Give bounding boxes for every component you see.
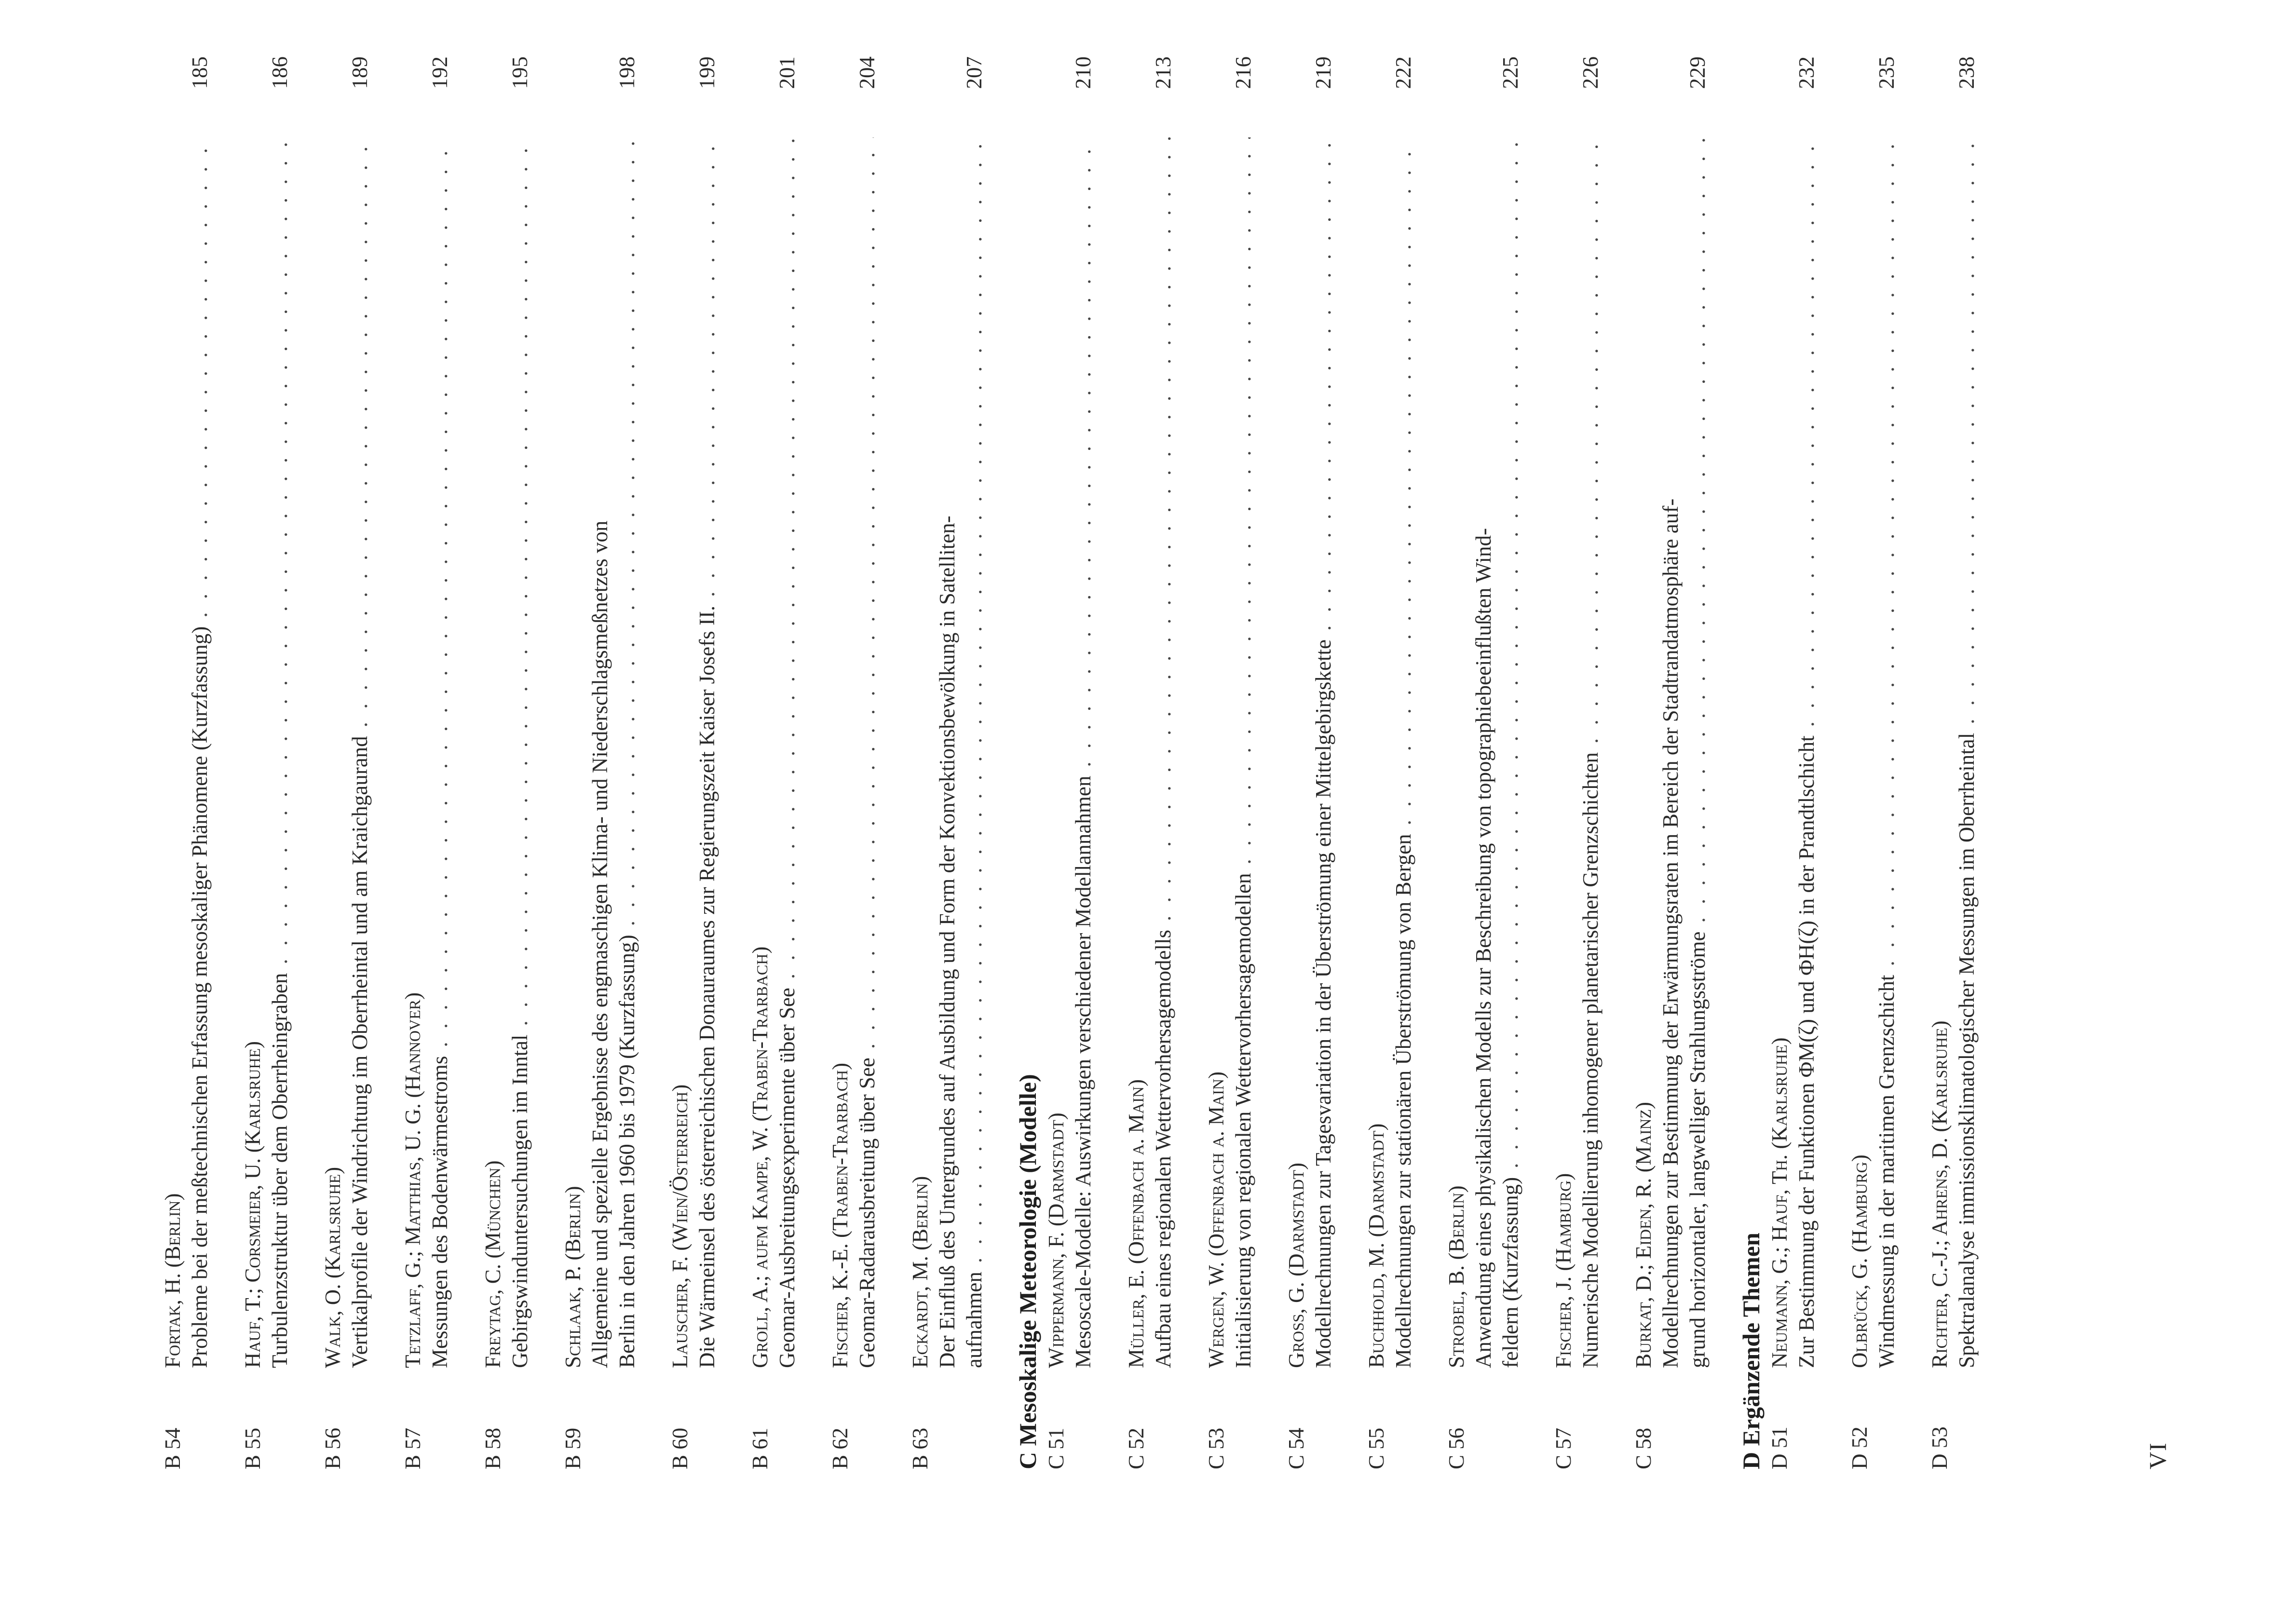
dot-leader: [693, 137, 720, 597]
entry-page-number: 232: [1794, 56, 1819, 89]
toc-entry: [666, 56, 720, 1469]
dot-leader: [1390, 137, 1417, 825]
entry-authors: Wippermann, F. (Darmstadt): [1044, 1112, 1068, 1368]
entry-authors: Fortak, H. (Berlin): [161, 1193, 185, 1368]
toc-entry: [1043, 56, 1097, 1469]
entry-code: C 56: [1444, 1427, 1468, 1469]
entry-title: Aufbau eines regionalen Wettervorhersagemodells: [1151, 930, 1175, 1368]
entry-code: C 54: [1284, 1427, 1308, 1469]
dot-leader: [961, 137, 988, 1263]
toc-entry: [319, 56, 373, 1469]
entry-page-number: 213: [1151, 56, 1175, 89]
page-folio: VI: [2144, 1442, 2171, 1469]
section-heading: C Mesoskalige Meteorologie (Modelle): [1014, 1074, 1041, 1469]
entry-authors: Buchhold, M. (Darmstadt): [1364, 1123, 1388, 1368]
entry-code: B 54: [161, 1427, 185, 1469]
entry-code: C 57: [1551, 1427, 1576, 1469]
entry-page-number: 204: [855, 56, 879, 89]
entry-code: D 52: [1848, 1426, 1872, 1469]
entry-code: C 52: [1124, 1427, 1148, 1469]
dot-leader: [506, 137, 533, 1026]
entry-authors: Fischer, J. (Hamburg): [1551, 1173, 1576, 1368]
entry-title: Modellrechnungen zur Tagesvariation in der Überströmung einer Mittelgebirgskette: [1311, 639, 1335, 1368]
entry-title: Der Einfluß des Untergrundes auf Ausbildung und Form der Konvektionsbewölkung in Satelliten-: [935, 515, 959, 1368]
toc-entry: [1443, 56, 1524, 1469]
entry-code: B 59: [561, 1427, 585, 1469]
entry-authors: Hauf, T.; Corsmeier, U. (Karlsruhe): [241, 1041, 265, 1368]
entry-authors: Schlaak, P. (Berlin): [561, 1186, 585, 1368]
entry-title-line: [1230, 56, 1257, 1368]
entry-title-line: [774, 56, 801, 1368]
entry-code: B 58: [481, 1427, 505, 1469]
entry-page-number: 235: [1875, 56, 1899, 89]
toc-entry: [239, 56, 293, 1469]
entry-title: Modellrechnungen zur stationären Überströmung von Bergen: [1391, 834, 1415, 1368]
toc-entry: [1846, 56, 1900, 1469]
dot-leader: [426, 137, 453, 1047]
entry-page-number: 185: [188, 56, 212, 89]
entry-title-line: [693, 56, 720, 1368]
entry-page-number: 229: [1685, 56, 1710, 89]
toc-entry: [1283, 56, 1337, 1469]
entry-title: Numerische Modellierung inhomogener planetarischer Grenzschichten: [1578, 752, 1603, 1368]
entry-authors: Richter, C.-J.; Ahrens, D. (Karlsruhe): [1928, 1020, 1952, 1368]
entry-authors: Gross, G. (Darmstadt): [1284, 1163, 1308, 1368]
entry-code: B 60: [668, 1427, 692, 1469]
entry-code: B 55: [241, 1427, 265, 1469]
entry-title-line: [1310, 56, 1337, 1368]
entry-title-line: [1793, 56, 1820, 1368]
dot-leader: [266, 137, 293, 964]
entry-title-line: [186, 56, 213, 1368]
toc-entry: [1766, 56, 1820, 1469]
entry-authors: Freytag, C. (München): [481, 1160, 505, 1368]
entry-code: C 55: [1364, 1427, 1388, 1469]
entry-title: Spektralanalyse immissionsklimatologischer Messungen im Oberrheintal: [1955, 732, 1979, 1368]
dot-leader: [613, 137, 640, 926]
entry-code: C 51: [1044, 1427, 1068, 1469]
table-of-contents: [159, 56, 2006, 1469]
dot-leader: [346, 137, 373, 727]
entry-authors: Walk, O. (Karlsruhe): [321, 1166, 345, 1368]
entry-authors: Neumann, G.; Hauf, Th. (Karlsruhe): [1767, 1037, 1792, 1368]
entry-authors: Lauscher, F. (Wien/Österreich): [668, 1084, 692, 1368]
entry-title-line: [1390, 56, 1417, 1368]
entry-authors: Fischer, K.-E. (Traben-Trarbach): [828, 1062, 852, 1368]
entry-title: Gebirgswinduntersuchungen im Inntal: [508, 1034, 532, 1368]
entry-authors: Olbrück, G. (Hamburg): [1848, 1154, 1872, 1368]
entry-title-line: [266, 56, 293, 1368]
entry-title-line: [346, 56, 373, 1368]
entry-title: feldern (Kurzfassung): [1498, 1177, 1522, 1368]
toc-entry: [479, 56, 533, 1469]
entry-code: C 53: [1204, 1427, 1228, 1469]
dot-leader: [774, 137, 801, 979]
toc-entry: [1203, 56, 1257, 1469]
toc-entry: [1363, 56, 1417, 1469]
entry-code: B 62: [828, 1427, 852, 1469]
toc-entry: [399, 56, 453, 1469]
toc-entry: [1630, 56, 1711, 1469]
toc-entry: [747, 56, 801, 1469]
entry-title-line: [854, 56, 881, 1368]
toc-entry: [907, 56, 988, 1469]
entry-page-number: 198: [615, 56, 639, 89]
dot-leader: [1497, 137, 1524, 1168]
toc-entry: [1550, 56, 1604, 1469]
toc-section: [1737, 56, 1980, 1469]
entry-authors: Wergen, W. (Offenbach a. Main): [1204, 1071, 1228, 1368]
entry-page-number: 186: [268, 56, 292, 89]
entry-title: Mesoscale-Modelle: Auswirkungen verschiedener Modellannahmen: [1071, 775, 1095, 1368]
entry-code: B 57: [401, 1427, 425, 1469]
entry-page-number: 222: [1391, 56, 1415, 89]
entry-code: B 61: [748, 1427, 772, 1469]
entry-page-number: 201: [775, 56, 799, 89]
entry-page-number: 226: [1578, 56, 1603, 89]
entry-title: Initialisierung von regionalen Wettervorhersagemodellen: [1231, 873, 1255, 1368]
entry-page-number: 199: [695, 56, 719, 89]
entry-page-number: 195: [508, 56, 532, 89]
dot-leader: [1793, 137, 1820, 727]
entry-code: D 51: [1767, 1426, 1792, 1469]
entry-title: Geomar-Radarausbreitung über See: [855, 1058, 879, 1368]
dot-leader: [1310, 137, 1337, 631]
toc-entry: [1123, 56, 1177, 1469]
entry-title-line: [961, 56, 988, 1368]
entry-title: Modellrechnungen zur Bestimmung der Erwärmungsraten im Bereich der Stadtrandatmosphäre auf-: [1658, 498, 1683, 1368]
entry-title-line: [506, 56, 533, 1368]
entry-title: Geomar-Ausbreitungsexperimente über See: [775, 988, 799, 1368]
toc-entry: [827, 56, 881, 1469]
entry-authors: Burkat, D.; Eiden, R. (Mainz): [1631, 1101, 1656, 1368]
entry-title: aufnahmen: [962, 1272, 986, 1368]
entry-title-line: [613, 56, 640, 1368]
dot-leader: [1577, 137, 1604, 744]
entry-authors: Groll, A.; aufm Kampe, W. (Traben-Trarbach): [748, 946, 772, 1368]
entry-title-line: [1953, 56, 1980, 1368]
dot-leader: [186, 137, 213, 618]
entry-authors: Tetzlaff, G.; Matthias, U. G. (Hannover): [401, 992, 425, 1368]
dot-leader: [1873, 137, 1900, 966]
dot-leader: [1230, 137, 1257, 865]
entry-code: B 63: [908, 1427, 932, 1469]
entry-page-number: 219: [1311, 56, 1335, 89]
toc-entry: [559, 56, 640, 1469]
entry-title: Windmessung in der maritimen Grenzschicht: [1875, 975, 1899, 1368]
entry-title: Turbulenzstruktur über dem Oberrheingraben: [268, 973, 292, 1368]
entry-authors: Müller, E. (Offenbach a. Main): [1124, 1079, 1148, 1368]
entry-page-number: 210: [1071, 56, 1095, 89]
toc-entry: [1926, 56, 1980, 1469]
entry-title: Allgemeine und spezielle Ergebnisse des engmaschigen Klima- und Niederschlagsmeßnetzes von: [588, 520, 612, 1368]
entry-title: Vertikalprofile der Windrichtung im Oberrheintal und am Kraichgaurand: [348, 736, 372, 1368]
entry-title-line: [426, 56, 453, 1368]
entry-code: C 58: [1631, 1427, 1656, 1469]
entry-page-number: 189: [348, 56, 372, 89]
entry-authors: Strobel, B. (Berlin): [1444, 1185, 1468, 1368]
entry-page-number: 192: [428, 56, 452, 89]
dot-leader: [1684, 137, 1711, 923]
toc-section: [1014, 56, 1711, 1469]
entry-title-line: [1070, 56, 1097, 1368]
dot-leader: [1953, 137, 1980, 724]
toc-entry: [159, 56, 213, 1469]
entry-title: Messungen des Bodenwärmestroms: [428, 1056, 452, 1368]
entry-title: Berlin in den Jahren 1960 bis 1979 (Kurzfassung): [615, 935, 639, 1368]
entry-code: D 53: [1928, 1426, 1952, 1469]
entry-title-line: [1873, 56, 1900, 1368]
entry-title-line: [1150, 56, 1177, 1368]
entry-page-number: 238: [1955, 56, 1979, 89]
section-heading: D Ergänzende Themen: [1738, 1233, 1765, 1469]
entry-title: Probleme bei der meßtechnischen Erfassung mesoskaliger Phänomene (Kurzfassung): [188, 626, 212, 1368]
dot-leader: [854, 137, 881, 1049]
entry-title: Die Wärmeinsel des österreichischen Donauraumes zur Regierungszeit Kaiser Josefs II.: [695, 605, 719, 1368]
entry-page-number: 216: [1231, 56, 1255, 89]
entry-page-number: 207: [962, 56, 986, 89]
entry-code: B 56: [321, 1427, 345, 1469]
entry-title: grund horizontaler, langwelliger Strahlungsströme: [1685, 931, 1710, 1368]
dot-leader: [1150, 137, 1177, 921]
entry-title-line: [1497, 56, 1524, 1368]
dot-leader: [1070, 137, 1097, 767]
entry-title-line: [1684, 56, 1711, 1368]
entry-title: Zur Bestimmung der Funktionen ΦM(ζ) und ΦH(ζ) in der Prandtlschicht: [1794, 735, 1819, 1368]
entry-title-line: [1577, 56, 1604, 1368]
entry-page-number: 225: [1498, 56, 1522, 89]
entry-title: Anwendung eines physikalischen Modells zur Beschreibung von topographiebeeinflußten Wind-: [1471, 528, 1495, 1368]
toc-section: [159, 56, 988, 1469]
entry-authors: Eckardt, M. (Berlin): [908, 1176, 932, 1368]
